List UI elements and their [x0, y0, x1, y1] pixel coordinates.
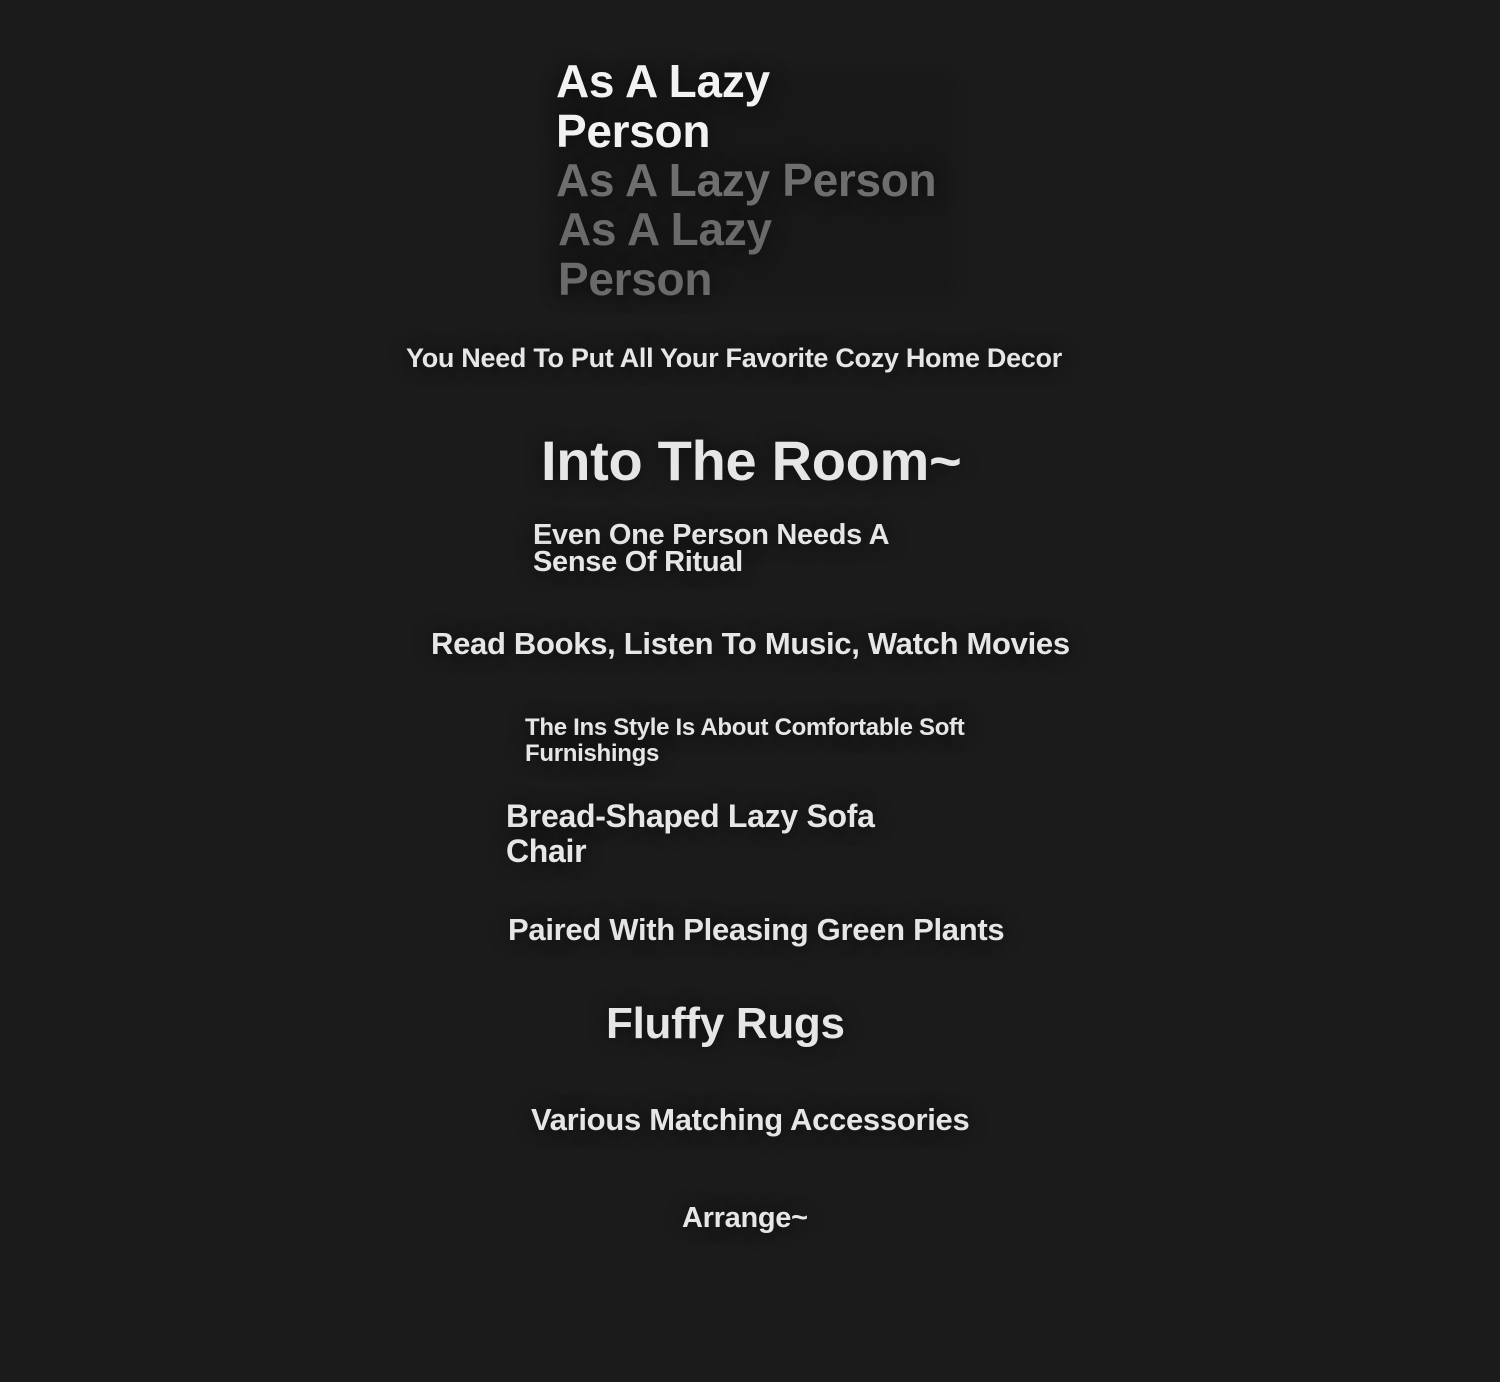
title-line-faded-part-1: As A Lazy: [558, 203, 772, 255]
text-sense-of-ritual: [533, 519, 890, 578]
text-sense-of-ritual-part-1: Even One Person Needs A: [533, 519, 890, 551]
text-ins-style: [525, 715, 964, 767]
title-line-faded-stacked: [558, 204, 772, 304]
text-sense-of-ritual-part-2: Sense Of Ritual: [533, 546, 743, 578]
title-line-bright-part-1: As A Lazy: [556, 55, 770, 107]
text-matching-accessories: Various Matching Accessories: [531, 1102, 970, 1137]
text-fluffy-rugs: Fluffy Rugs: [606, 999, 845, 1048]
text-green-plants: Paired With Pleasing Green Plants: [508, 912, 1005, 947]
text-lazy-sofa-chair: [506, 799, 875, 869]
text-books-music-movies: Read Books, Listen To Music, Watch Movies: [431, 626, 1070, 661]
text-lazy-sofa-chair-part-2: Chair: [506, 833, 587, 869]
title-line-faded-single: As A Lazy Person: [556, 154, 937, 206]
text-lazy-sofa-chair-part-1: Bread-Shaped Lazy Sofa: [506, 798, 875, 834]
text-ins-style-part-1: The Ins Style Is About Comfortable Soft: [525, 714, 965, 741]
text-ins-style-part-2: Furnishings: [525, 740, 660, 767]
title-line-bright-part-2: Person: [556, 105, 711, 157]
text-cozy-home-decor: You Need To Put All Your Favorite Cozy Home Decor: [406, 343, 1062, 373]
title-line-faded-part-2: Person: [558, 253, 713, 305]
title-line-bright: [556, 56, 770, 156]
text-into-the-room: Into The Room~: [541, 429, 962, 492]
text-arrange: Arrange~: [682, 1202, 808, 1234]
